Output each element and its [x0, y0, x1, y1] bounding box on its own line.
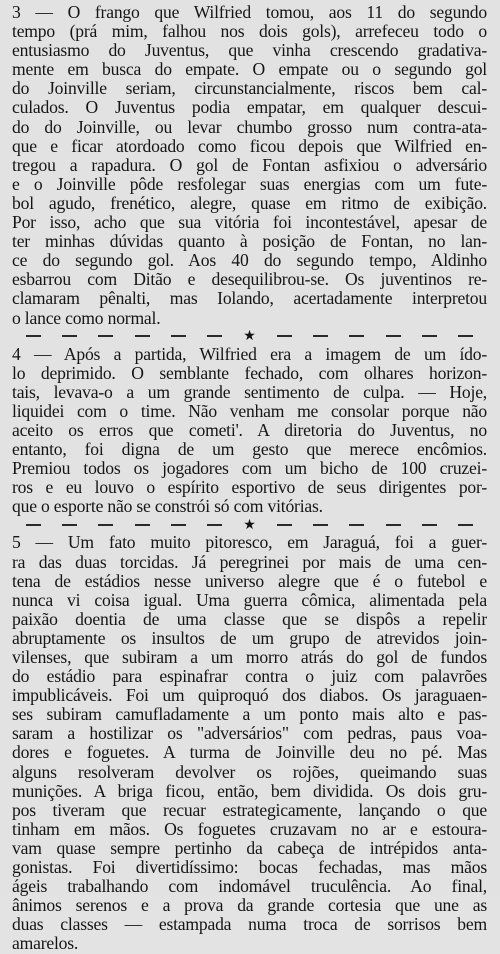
text-line: ros e eu louvo o espírito esportivo de seus dirigentes por-	[12, 478, 487, 498]
text-line: liquidei com o time. Não venham me consolar porque não	[12, 401, 487, 421]
text-line: esbarrou com Ditão e desequilibrou-se. Os juventinos re-	[12, 270, 487, 290]
text-line: 4 — Após a partida, Wilfried era a imagem de um ído-	[12, 344, 487, 364]
divider	[26, 335, 41, 337]
divider	[313, 335, 328, 337]
section-separator	[12, 328, 487, 345]
text-line: ter minhas dúvidas quanto à posição de Fontan, no lan-	[12, 232, 487, 252]
text-line: impublicáveis. Foi um quiproquó dos diabos. Os jaraguaen-	[12, 686, 487, 706]
text-line: entusiasmo do Juventus, que vinha crescendo gradativa-	[12, 41, 487, 61]
text-line: amarelos.	[12, 934, 79, 954]
star-icon: ★	[243, 516, 256, 533]
text-line: pos tiveram que recuar estrategicamente, lançando o que	[12, 800, 487, 820]
text-line: do Joinville seriam, circunstancialmente, riscos bem cal-	[12, 79, 487, 99]
divider	[62, 335, 77, 337]
text-line: vam quase sempre pertinho da cabeça de intrépidos anta-	[12, 838, 487, 858]
text-line: alguns resolveram devolver os rojões, queimando suas	[12, 762, 487, 782]
text-line: tempo (prá mim, falhou nos dois gols), arrefeceu todo o	[12, 22, 487, 42]
text-line: tais, levava-o a um grande sentimento de culpa. — Hoje,	[12, 382, 487, 402]
text-line: bol agudo, frenético, alegre, quase em ritmo de exibição.	[12, 193, 487, 213]
divider	[349, 524, 364, 526]
text-line: ce do segundo gol. Aos 40 do segundo tempo, Aldinho	[12, 251, 487, 271]
text-line: ra das duas torcidas. Já peregrinei por mais de uma cen-	[12, 552, 487, 572]
star-icon: ★	[243, 328, 256, 345]
text-line: Premiou todos os jogadores com um bicho de 100 cruzei-	[12, 459, 487, 479]
paragraph-4	[12, 345, 487, 517]
text-line: do do Joinville, ou levar chumbo grosso num contra-ata-	[12, 117, 487, 137]
paragraph-5	[12, 533, 487, 953]
text-line: nunca vi coisa igual. Uma guerra cômica, alimentada pela	[12, 590, 487, 610]
text-line: e o Joinville pôde resfolegar suas energias com um fute-	[12, 174, 487, 194]
text-line: o lance como normal.	[12, 308, 161, 328]
divider	[135, 335, 150, 337]
text-line: 5 — Um fato muito pitoresco, em Jaraguá, foi a guer-	[12, 533, 487, 553]
text-line: ânimos serenos e a prova da grande cortesia que une as	[12, 896, 487, 916]
divider	[135, 524, 150, 526]
text-line: Por isso, acho que sua vitória foi incontestável, apesar de	[12, 213, 487, 233]
text-line: munições. A briga ficou, então, bem dividida. Os dois gru-	[12, 781, 487, 801]
text-line: dores e foguetes. A turma de Joinville deu no pé. Mas	[12, 743, 487, 763]
text-line: saram a hostilizar os "adversários" com pedras, paus voa-	[12, 724, 487, 744]
text-line: ágeis trabalhando com indomável truculência. Ao final,	[12, 877, 487, 897]
divider	[313, 524, 328, 526]
text-line: 3 — O frango que Wilfried tomou, aos 11 do segundo	[12, 3, 487, 22]
divider	[26, 524, 41, 526]
text-line: culados. O Juventus podia empatar, em qualquer descui-	[12, 98, 487, 118]
divider	[62, 524, 77, 526]
divider	[171, 524, 186, 526]
divider	[422, 524, 437, 526]
paragraph-3	[12, 3, 487, 328]
divider	[277, 335, 292, 337]
divider	[171, 335, 186, 337]
divider	[277, 524, 292, 526]
text-line: do estádio para espinafrar contra o juiz com palavrões	[12, 667, 487, 687]
text-line: tena de estádios nesse universo alegre que é o futebol e	[12, 571, 487, 591]
divider	[458, 524, 473, 526]
divider	[422, 335, 437, 337]
text-line: ses subiram camufladamente a um ponto mais alto e pas-	[12, 705, 487, 725]
text-line: entanto, foi digna de um gesto que merece encômios.	[12, 440, 487, 460]
text-line: mente em busca do empate. O empate ou o segundo gol	[12, 60, 487, 80]
divider	[458, 335, 473, 337]
divider	[207, 524, 222, 526]
text-line: abruptamente os insultos de um grupo de atrevidos join-	[12, 628, 487, 648]
divider	[207, 335, 222, 337]
text-line: vilenses, que subiram a um morro atrás do gol de fundos	[12, 648, 487, 667]
divider	[386, 524, 401, 526]
text-line: gonistas. Foi divertidíssimo: bocas fechadas, mas mãos	[12, 858, 487, 878]
text-line: que o esporte não se constrói só com vitórias.	[12, 497, 323, 517]
divider	[98, 335, 113, 337]
text-line: paixão doentia de uma classe que se dispôs a repelir	[12, 609, 487, 629]
divider	[349, 335, 364, 337]
text-line: aceito os erros que cometi'. A diretoria do Juventus, no	[12, 420, 487, 440]
text-line: que e ficar atordoado como ficou depois que Wilfried en-	[12, 136, 487, 156]
text-line: lo deprimido. O semblante fechado, com olhares horizon-	[12, 363, 487, 383]
text-line: tinham em mãos. Os foguetes cruzavam no ar e estoura-	[12, 819, 487, 839]
divider	[386, 335, 401, 337]
text-line: duas classes — estampada numa troca de sorrisos bem	[12, 915, 487, 935]
section-separator	[12, 516, 487, 533]
text-line: tregou a rapadura. O gol de Fontan asfixiou o adversário	[12, 155, 487, 175]
text-line: clamaram pênalti, mas Iolando, acertadamente interpretou	[12, 289, 487, 309]
divider	[98, 524, 113, 526]
